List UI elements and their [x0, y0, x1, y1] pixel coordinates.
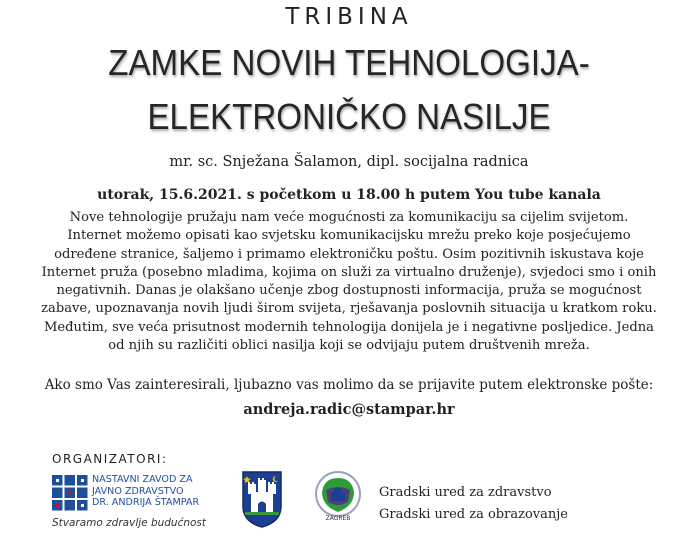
institute-name [92, 474, 199, 509]
description-line: Nove tehnologije pružaju nam veće mogućnosti za komunikaciju sa cijelim svijetom. [69, 210, 629, 225]
description-line: Međutim, sve veća prisutnost modernih tehnologija donijela je i negativne posljedice. Jedna [44, 319, 654, 335]
organizers-heading: ORGANIZATORI: [52, 452, 168, 466]
title-line-2: ELEKTRONIČKO NASILJE [147, 96, 551, 137]
description-line: zabave, upoznavanja novih ljudi širom svijeta, rješavanja poslovnih situacija u kratkom roku. [41, 301, 657, 317]
zagreb-emblem-icon [312, 468, 364, 524]
description-line: Internet pruža (posebno mladima, kojima on služi za virtualno druženje), svjedoci smo i onih [41, 264, 657, 280]
institute-name-line: NASTAVNI ZAVOD ZA [92, 474, 193, 485]
speaker-name: mr. sc. Snježana Šalamon, dipl. socijalna radnica [169, 154, 529, 170]
event-kicker: TRIBINA [285, 4, 413, 30]
description-line: od njih su različiti oblici nasilja koji se odvijaju putem društvenih mreža. [108, 338, 590, 354]
description [40, 209, 658, 355]
description-line: određene stranice, šaljemo i primamo elektroničku poštu. Osim pozitivnih iskustava koje [54, 246, 644, 262]
emblem-city-label: ZAGREB [325, 515, 351, 522]
office-education: Gradski ured za obrazovanje [379, 507, 568, 522]
description-line: negativnih. Danas je olakšano učenje zbog dostupnosti informacija, pruža se mogućnost [56, 283, 642, 299]
registration-note: Ako smo Vas zainteresirali, ljubazno vas molimo da se prijavite putem elektronske pošte: [44, 377, 654, 393]
zagreb-coat-of-arms-icon [241, 470, 283, 528]
registration-email-link[interactable]: andreja.radic@stampar.hr [243, 401, 455, 418]
institute-tagline: Stvaramo zdravlje budućnost [52, 517, 207, 529]
title-line-1: ZAMKE NOVIH TEHNOLOGIJA- [108, 42, 590, 83]
office-health: Gradski ured za zdravstvo [379, 485, 552, 500]
event-date-time: utorak, 15.6.2021. s početkom u 18.00 h putem You tube kanala [97, 187, 601, 203]
institute-logo [52, 473, 212, 533]
institute-name-line: DR. ANDRIJA ŠTAMPAR [92, 497, 200, 508]
description-line: Internet možemo opisati kao svjetsku komunikacijsku mrežu preko koje posjećujemo [67, 228, 631, 244]
institute-name-line: JAVNO ZDRAVSTVO [92, 485, 184, 497]
institute-squares-icon [52, 475, 88, 511]
city-offices [379, 482, 568, 526]
